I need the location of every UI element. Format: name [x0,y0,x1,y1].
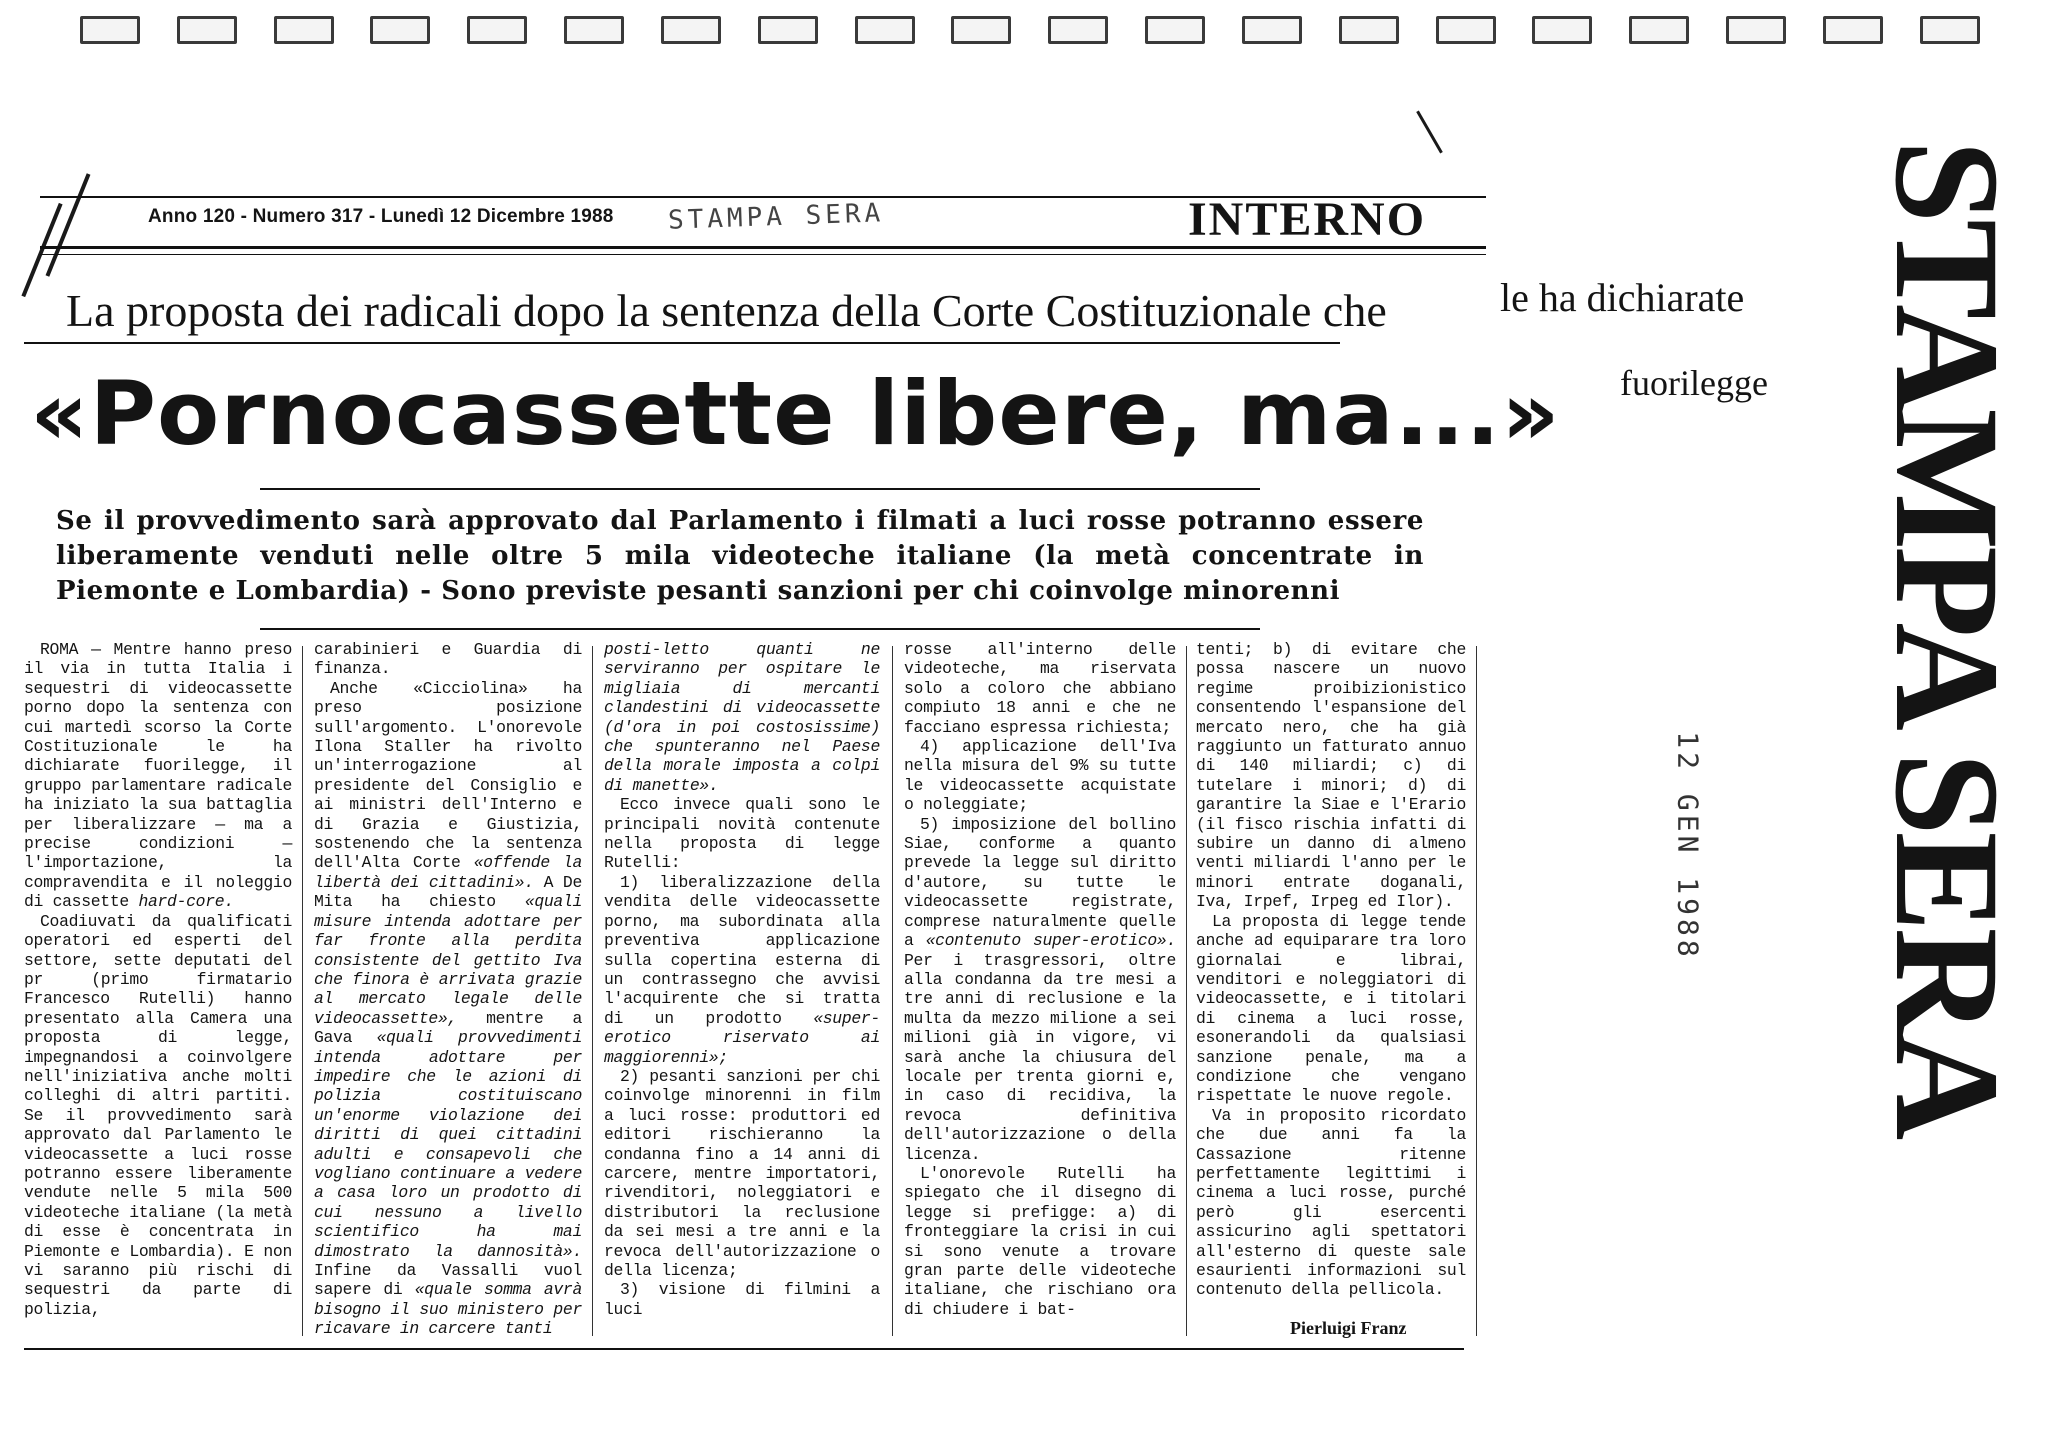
column-rule [302,646,303,1336]
bottom-rule [24,1348,1464,1350]
header-rule [40,246,1486,249]
article-column-4 [904,640,1176,1340]
article-column-1 [24,640,292,1340]
binder-hole [1532,16,1592,44]
column-rule [1476,646,1477,1336]
binder-hole [1823,16,1883,44]
binder-hole [855,16,915,44]
paragraph-italic: «quali misure intenda adottare per far fronte alla perdita consistente del gettito Iva che finora è arrivata grazie al mercato legale delle videocassette», [314,892,582,1028]
binder-hole [661,16,721,44]
paragraph [24,640,292,912]
binder-hole [564,16,624,44]
paragraph-text: ROMA — Mentre hanno preso il via in tutta Italia i sequestri di videocassette porno dopo la sentenza con cui martedì scorso la Corte Costituzionale le ha dichiarate fuorilegge, il gruppo parlamentare radicale ha iniziato la sua battaglia per liberalizzare — ma a precise condizioni — l'importazione, la compravendita e il noleggio di cassette [24,640,292,912]
paragraph-text: mentre a Gava [314,1008,582,1048]
binder-holes [80,16,1980,56]
binder-hole [1629,16,1689,44]
paragraph-text: Per i trasgressori, oltre alla condanna da tre mesi a tre anni di reclusione e la multa da mezzo milione a sei milioni già in vigore, vi sarà anche la chiusura del locale per trenta giorni e, in caso di recidiva, la revoca definitiva dell'autorizzazione o della licenza. [904,950,1176,1164]
column-rule [592,646,593,1336]
column-rule [1186,646,1187,1336]
paragraph-text: A De Mita ha chiesto [314,872,582,912]
binder-hole [1920,16,1980,44]
article-column-5 [1196,640,1466,1310]
binder-hole [1726,16,1786,44]
paragraph: carabinieri e Guardia di finanza. [314,640,582,679]
paragraph [904,815,1176,1164]
paragraph-text: 5) imposizione del bollino Siae, conforme a quanto prevede la legge sul diritto d'autore, su tutte le videocassette registrate, comprese naturalmente quelle a [904,814,1176,951]
masthead-text: STAMPA SERA [1864,139,2030,1137]
header-rule-thin [40,254,1486,255]
paragraph-italic: «super-erotico riservato ai maggiorenni»; [604,1008,880,1067]
paragraph [314,679,582,1339]
masthead [1843,124,2051,1152]
paragraph-italic: hard-core. [138,892,234,912]
paragraph: L'onorevole Rutelli ha spiegato che il disegno di legge si prefigge: a) di fronteggiare la crisi in cui si sono venute a trovare gran parte delle videoteche italiane, che rischiano ora di chiudere i bat- [904,1163,1176,1319]
column-rule [892,646,893,1336]
binder-hole [1048,16,1108,44]
dateline: Anno 120 - Numero 317 - Lunedì 12 Dicembre 1988 [148,206,614,227]
binder-hole [370,16,430,44]
paragraph-text: Infine da Vassalli vuol sapere di [314,1261,582,1300]
paragraph: Ecco invece quali sono le principali novità contenute nella proposta di legge Rutelli: [604,795,880,873]
paragraph: Va in proposito ricordato che due anni fa la Cassazione ritenne perfettamente legittimi i cinema a luci rosse, purché però gli esercenti assicurino agli spettatori all'esterno di queste sale esaurienti informazioni sul contenuto della pellicola. [1196,1105,1466,1300]
paragraph-italic: «offende la libertà dei cittadini». [314,853,582,892]
paragraph-text: Anche «Cicciolina» ha preso posizione sull'argomento. L'onorevole Ilona Staller ha rivolto un'interrogazione al presidente del Consiglio e ai ministri dell'Interno e di Grazia e Giustizia, sostenendo che la sentenza dell'Alta Corte [314,678,582,873]
headline-overline-cont: le ha dichiarate [1500,275,1745,320]
headline-overline-cont2: fuorilegge [1620,363,1768,403]
paragraph: 3) visione di filmini a luci [604,1280,880,1319]
byline: Pierluigi Franz [1290,1318,1407,1338]
headline-overline: La proposta dei radicali dopo la sentenza della Corte Costituzionale che [66,285,1387,336]
paragraph [604,873,880,1067]
binder-hole [1242,16,1302,44]
binder-hole [177,16,237,44]
overline-rule [24,342,1340,344]
paragraph: rosse all'interno delle videoteche, ma riservata solo a coloro che abbiano compiuto 18 anni e che ne facciano espressa richiesta; [904,640,1176,737]
paragraph-italic: «quali provvedimenti intenda adottare per impedire che le azioni di polizia costituiscano un'enorme violazione dei diritti di quei cittadini adulti e consapevoli che vogliano continuare a vedere a casa loro un prodotto di cui nessuno a livello scientifico ha mai dimostrato la dannosità». [314,1028,582,1261]
headline-deck: Se il provvedimento sarà approvato dal Parlamento i filmati a luci rosse potranno essere liberamente venduti nelle oltre 5 mila videoteche italiane (la metà concentrate in Piemonte e Lombardia) - Sono previste pesanti sanzioni per chi coinvolge minorenni [56,506,1424,606]
paragraph: posti-letto quanti ne serviranno per ospitare le migliaia di mercanti clandestini di videocassette (d'ora in poi costosissime) che spunteranno nel Paese della morale imposta a colpi di manette». [604,640,880,795]
archive-stamp [1658,728,1718,964]
paragraph-text: 1) liberalizzazione della vendita delle videocassette porno, ma subordinata alla preventiva applicazione sulla copertina esterna di un contrassegno che avvisi l'acquirente che si tratta di un prodotto [604,872,880,1028]
binder-hole [1145,16,1205,44]
deck-rule [260,628,1260,630]
binder-hole [1339,16,1399,44]
pen-mark [1416,110,1443,153]
archive-stamp-text: 12 GEN 1988 [1671,731,1705,961]
binder-hole [80,16,140,44]
binder-hole [467,16,527,44]
binder-hole [758,16,818,44]
paragraph: 2) pesanti sanzioni per chi coinvolge minorenni in film a luci rosse: produttori ed editori rischieranno la condanna fino a 14 anni di carcere, mentre importatori, rivenditori, noleggiatori e distributori la reclusione da sei mesi a tre anni e la revoca dell'autorizzazione o della licenza; [604,1066,880,1280]
headline-rule [260,488,1260,490]
article-column-2 [314,640,582,1340]
section-title: INTERNO [1188,193,1427,246]
paragraph: La proposta di legge tende anche ad equiparare tra loro giornalai e librai, venditori e noleggiatori di videocassette, e i titolari di cinema a luci rosse, esonerandoli da qualsiasi sanzione penale, ma a condizione che vengano rispettate le nuove regole. [1196,911,1466,1106]
paragraph: 4) applicazione dell'Iva nella misura del 9% su tutte le videocassette acquistate o noleggiate; [904,737,1176,815]
binder-hole [274,16,334,44]
paragraph-italic: «quale somma avrà bisogno il suo ministero per ricavare in carcere tanti [314,1280,582,1339]
paragraph-italic: «contenuto super-erotico». [925,931,1176,951]
paragraph: Coadiuvati da qualificati operatori ed esperti del settore, sette deputati del pr (primo firmatario Francesco Rutelli) hanno presentato alla Camera una proposta di legge, impegnandosi a coinvolgere nell'iniziativa anche molti colleghi di altri partiti. Se il provvedimento sarà approvato dal Parlamento le videocassette a luci rosse potranno essere liberamente vendute nelle 5 mila 500 videoteche italiane (la metà di esse è concentrata in Piemonte e Lombardia). E non vi saranno più rischi di sequestri da parte di polizia, [24,911,292,1319]
binder-hole [1436,16,1496,44]
article-column-3 [604,640,880,1340]
handwritten-note: STAMPA SERA [667,198,885,236]
paragraph: tenti; b) di evitare che possa nascere un nuovo regime proibizionistico consentendo l'espansione del mercato nero, che ha già raggiunto un fatturato annuo di 140 miliardi; c) di tutelare i minori; d) di garantire la Siae e l'Erario (il fisco rischia infatti di subire un danno di almeno venti miliardi l'anno per le minori entrate doganali, Iva, Irpef, Irpeg ed Ilor). [1196,640,1466,912]
headline-title: «Pornocassette libere, ma...» [30,362,1561,465]
binder-hole [951,16,1011,44]
